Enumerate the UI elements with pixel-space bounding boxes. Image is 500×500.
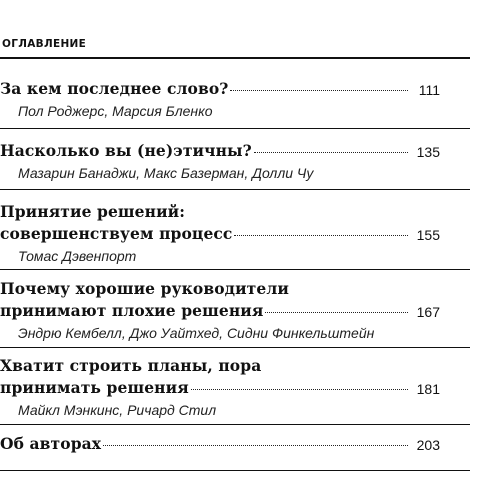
toc-entry[interactable]: [0, 277, 470, 341]
entry-page-number[interactable]: 203: [416, 437, 440, 453]
entry-separator: [0, 470, 470, 471]
toc-entry[interactable]: [0, 434, 470, 458]
entry-title-line1[interactable]: Почему хорошие руководители: [0, 279, 289, 298]
entry-title-line1[interactable]: Хватит строить планы, пора: [0, 356, 262, 375]
entry-title-line: [0, 378, 410, 402]
entry-authors: Мазарин Банаджи, Макс Базерман, Долли Чу: [18, 165, 314, 181]
toc-heading: ОГЛАВЛЕНИЕ: [2, 38, 87, 50]
entry-title-line: [0, 141, 410, 165]
entry-authors: Томас Дэвенпорт: [18, 248, 137, 264]
entry-authors: Пол Роджерс, Марсия Бленко: [18, 103, 213, 119]
entry-page-number[interactable]: 181: [416, 381, 440, 397]
entry-title-line: [0, 301, 410, 325]
entry-title-line: [0, 79, 410, 103]
entry-separator: [0, 128, 470, 129]
entry-title[interactable]: принимать решения: [0, 378, 189, 397]
entry-separator: [0, 189, 470, 190]
entry-title[interactable]: Об авторах: [0, 434, 102, 453]
entry-title[interactable]: Насколько вы (не)этичны?: [0, 141, 252, 160]
header-rule: [0, 57, 470, 59]
dot-leader: [230, 90, 408, 91]
dot-leader: [265, 312, 408, 313]
dot-leader: [191, 389, 408, 390]
entry-authors: Майкл Мэнкинс, Ричард Стил: [18, 402, 217, 418]
entry-title-line1[interactable]: Принятие решений:: [0, 202, 186, 221]
toc-entry[interactable]: [0, 141, 470, 181]
entry-page-number[interactable]: 135: [416, 144, 440, 160]
entry-title[interactable]: принимают плохие решения: [0, 301, 264, 320]
toc-entry[interactable]: [0, 354, 470, 418]
entry-title[interactable]: За кем последнее слово?: [0, 79, 229, 98]
toc-entry[interactable]: [0, 79, 470, 119]
entry-page-number[interactable]: 155: [416, 227, 440, 243]
entry-page-number[interactable]: 111: [418, 82, 440, 98]
entry-separator: [0, 424, 470, 425]
toc-entry[interactable]: [0, 200, 470, 264]
dot-leader: [234, 235, 408, 236]
entry-separator: [0, 347, 470, 348]
entry-title-line: [0, 224, 410, 248]
entry-separator: [0, 269, 470, 270]
entry-title[interactable]: совершенствуем процесс: [0, 224, 233, 243]
entry-authors: Эндрю Кембелл, Джо Уайтхед, Сидни Финкельштейн: [18, 325, 375, 341]
dot-leader: [254, 152, 408, 153]
dot-leader: [103, 445, 408, 446]
entry-title-line: [0, 434, 410, 458]
entry-page-number[interactable]: 167: [416, 304, 440, 320]
